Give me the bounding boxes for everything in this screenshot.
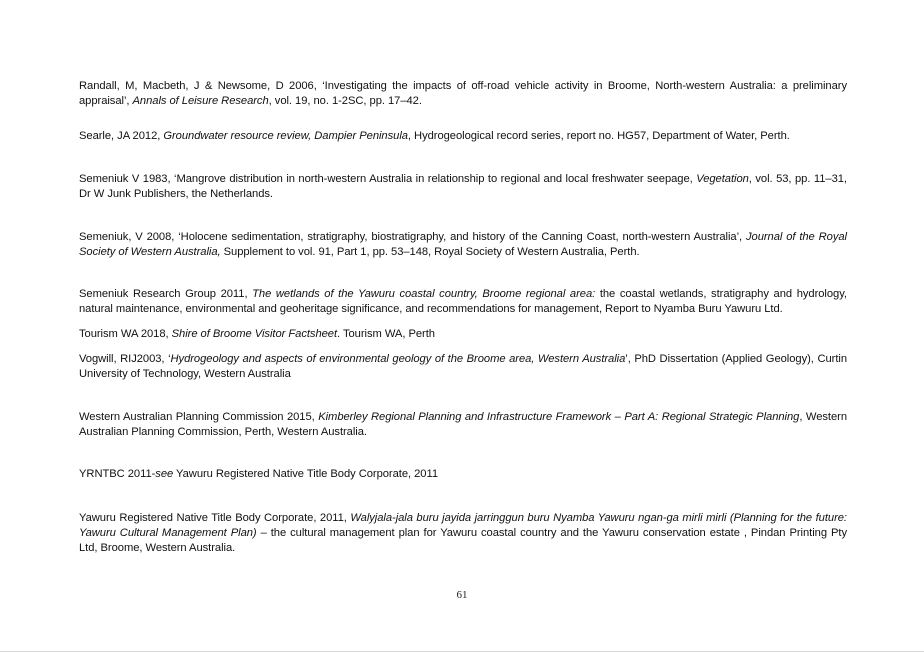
reference-entry	[79, 230, 847, 260]
reference-title: see	[155, 468, 174, 480]
page-number: 61	[456, 589, 468, 601]
reference-text: ’, PhD Dissertation (Applied Geology), Curtin University of Technology, Western Australia	[79, 353, 847, 380]
reference-text: Randall, M, Macbeth, J & Newsome, D 2006, ‘Investigating the impacts of off-road vehicle activity in Broome, North-western Australia: a preliminary appraisal’,	[79, 80, 847, 107]
reference-text: . Tourism WA, Perth	[337, 328, 435, 340]
reference-text: , vol. 53, pp. 11–31, Dr W Junk Publishers, the Netherlands.	[79, 173, 847, 200]
reference-title: Walyjala-jala buru jayida jarringgun buru Nyamba Yawuru ngan-ga mirli mirli (Planning for the future: Yawuru Cultural Management Plan)	[79, 512, 847, 539]
reference-entry	[79, 129, 847, 144]
reference-text: Semeniuk, V 2008, ‘Holocene sedimentation, stratigraphy, biostratigraphy, and history of the Canning Coast, north-western Australia’,	[79, 231, 746, 243]
reference-entry	[79, 511, 847, 555]
reference-entry	[79, 467, 847, 482]
reference-text: Tourism WA 2018,	[79, 328, 172, 340]
reference-title: Vegetation	[696, 173, 749, 185]
reference-text: Vogwill, RIJ2003, ‘	[79, 353, 171, 365]
reference-text: Yawuru Registered Native Title Body Corporate, 2011	[173, 468, 438, 480]
reference-title: Journal of the Royal Society of Western Australia,	[79, 231, 847, 258]
reference-entry	[79, 287, 847, 317]
reference-text: Semeniuk V 1983, ‘Mangrove distribution in north-western Australia in relationship to regional and local freshwater seepage,	[79, 173, 697, 185]
reference-entry	[79, 327, 847, 342]
reference-text: – the cultural management plan for Yawuru coastal country and the Yawuru conservation estate , Pindan Printing Pty Ltd, Broome, Western Australia.	[79, 526, 847, 554]
reference-text: , Hydrogeological record series, report no. HG57, Department of Water, Perth.	[407, 130, 790, 142]
reference-text: , vol. 19, no. 1-2SC, pp. 17–42.	[268, 94, 422, 107]
reference-entry	[79, 352, 847, 382]
reference-text: Semeniuk Research Group 2011,	[79, 288, 253, 300]
reference-title: Kimberley Regional Planning and Infrastructure Framework – Part A: Regional Strategic Planning	[318, 411, 800, 423]
reference-title: The wetlands of the Yawuru coastal country, Broome regional area:	[252, 288, 596, 300]
reference-title: Groundwater resource review, Dampier Peninsula	[163, 130, 408, 142]
reference-text: Western Australian Planning Commission 2015,	[79, 411, 319, 423]
reference-text: Supplement to vol. 91, Part 1, pp. 53–148, Royal Society of Western Australia, Perth.	[220, 245, 640, 258]
reference-entry	[79, 410, 847, 440]
reference-entry	[79, 172, 847, 202]
reference-entry	[79, 79, 847, 109]
reference-title: Shire of Broome Visitor Factsheet	[171, 328, 338, 340]
reference-text: Searle, JA 2012,	[79, 130, 164, 142]
reference-text: Yawuru Registered Native Title Body Corporate, 2011,	[79, 512, 351, 524]
reference-text: the coastal wetlands, stratigraphy and hydrology, natural maintenance, environmental and geoheritage significance, and recommendations for management, Report to Nyamba Buru Yawuru Ltd.	[79, 288, 847, 315]
page-bottom-divider	[0, 651, 924, 652]
reference-text: YRNTBC 2011-	[79, 468, 156, 480]
reference-text: , Western Australian Planning Commission, Perth, Western Australia.	[79, 411, 847, 438]
reference-title: Annals of Leisure Research	[132, 94, 269, 107]
reference-title: Hydrogeology and aspects of environmental geology of the Broome area, Western Australia	[170, 353, 626, 365]
